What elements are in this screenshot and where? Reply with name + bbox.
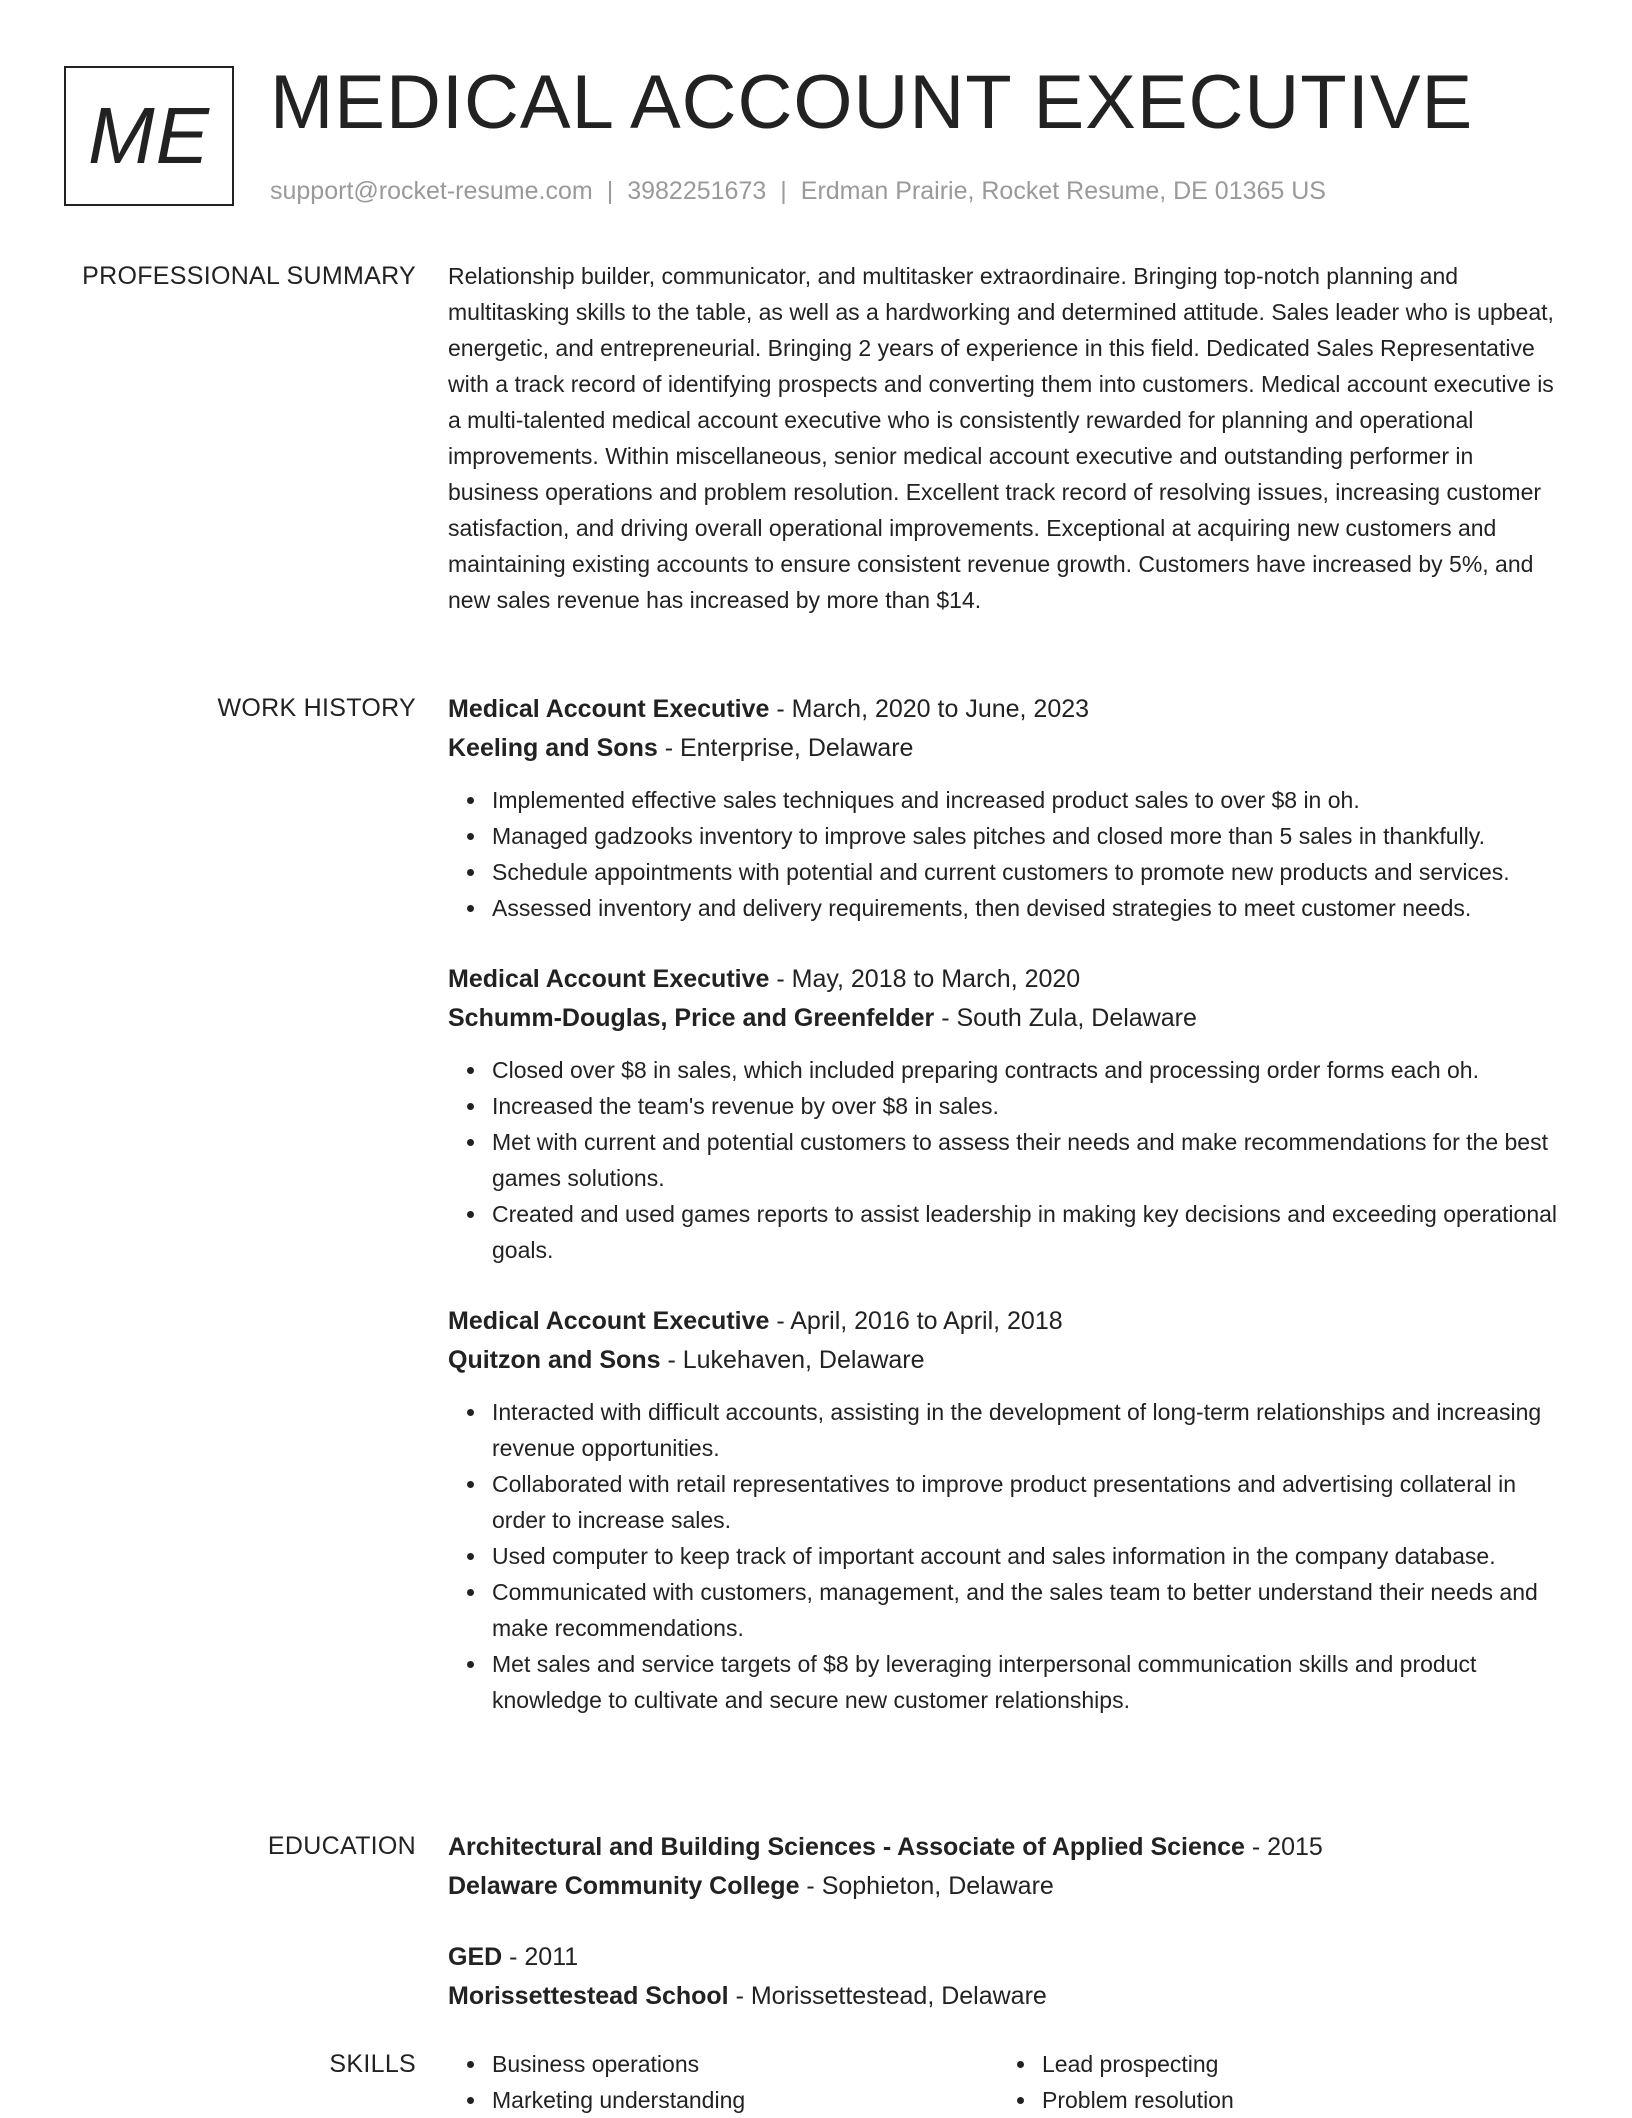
education-school: Delaware Community College xyxy=(448,1872,800,1900)
job-company: Keeling and Sons xyxy=(448,734,658,762)
skill-item: Marketing understanding xyxy=(492,2082,998,2118)
section-heading: PROFESSIONAL SUMMARY xyxy=(82,262,416,290)
education-entry xyxy=(448,1828,1568,1906)
education-degree-line xyxy=(448,1828,1568,1867)
job-dates: - May, 2018 to March, 2020 xyxy=(769,965,1081,993)
contact-email: support@rocket-resume.com xyxy=(270,177,593,205)
education-school-line xyxy=(448,1977,1568,2016)
section-heading: WORK HISTORY xyxy=(217,694,416,722)
job-location: - Enterprise, Delaware xyxy=(657,734,914,762)
list-item: Increased the team's revenue by over $8 in sales. xyxy=(492,1088,1568,1124)
education-school: Morissettestead School xyxy=(448,1982,729,2010)
contact-separator: | xyxy=(606,177,614,205)
section-heading: SKILLS xyxy=(329,2050,416,2078)
education-location: - Sophieton, Delaware xyxy=(799,1872,1054,1900)
job-company-line xyxy=(448,1341,1568,1380)
list-item: Met with current and potential customers to assess their needs and make recommendations for the best games solutions. xyxy=(492,1124,1568,1196)
list-item: Closed over $8 in sales, which included preparing contracts and processing order forms each oh. xyxy=(492,1052,1568,1088)
list-item: Implemented effective sales techniques and increased product sales to over $8 in oh. xyxy=(492,782,1568,818)
section-body xyxy=(448,1828,1568,2016)
job-bullets xyxy=(448,1394,1568,1718)
education-year: - 2015 xyxy=(1244,1833,1323,1861)
contact-separator: | xyxy=(780,177,787,205)
list-item: Schedule appointments with potential and current customers to promote new products and services. xyxy=(492,854,1568,890)
job-title-line xyxy=(448,960,1568,999)
education-degree: Architectural and Building Sciences - Associate of Applied Science xyxy=(448,1833,1245,1861)
job-location: - South Zula, Delaware xyxy=(934,1004,1197,1032)
education-degree-line xyxy=(448,1938,1568,1977)
job-company: Quitzon and Sons xyxy=(448,1346,661,1374)
list-item: Interacted with difficult accounts, assisting in the development of long-term relationships and increasing revenue opportunities. xyxy=(492,1394,1568,1466)
job-title: Medical Account Executive xyxy=(448,695,770,723)
skill-item: Problem resolution xyxy=(1042,2082,1548,2118)
education-entry xyxy=(448,1938,1568,2016)
section-body xyxy=(448,258,1568,618)
skill-item: Lead prospecting xyxy=(1042,2046,1548,2082)
job-title-line xyxy=(448,1302,1568,1341)
section-body xyxy=(448,2046,1568,2118)
contact-line xyxy=(270,174,1326,208)
job-entry xyxy=(448,960,1568,1268)
job-company-line xyxy=(448,729,1568,768)
job-dates: - April, 2016 to April, 2018 xyxy=(769,1307,1063,1335)
list-item: Met sales and service targets of $8 by leveraging interpersonal communication skills and product knowledge to cultivate and secure new customer relationships. xyxy=(492,1646,1568,1718)
skills-grid xyxy=(448,2046,1568,2118)
job-title-line xyxy=(448,690,1568,729)
list-item: Created and used games reports to assist leadership in making key decisions and exceeding operational goals. xyxy=(492,1196,1568,1268)
job-title: Medical Account Executive xyxy=(448,1307,770,1335)
section-body xyxy=(448,690,1568,1718)
job-bullets xyxy=(448,1052,1568,1268)
skill-item: Business operations xyxy=(492,2046,998,2082)
job-bullets xyxy=(448,782,1568,926)
summary-text: Relationship builder, communicator, and multitasker extraordinaire. Bringing top-notch planning and multitasking skills to the table, as well as a hardworking and determined attitude. Sales leader who is upbeat, energetic, and entrepreneurial. Bringing 2 years of experience in this field. Dedicated Sales Representative with a track record of identifying prospects and converting them into customers. Medical account executive is a multi-talented medical account executive who is consistently rewarded for planning and operational improvements. Within miscellaneous, senior medical account executive and outstanding performer in business operations and problem resolution. Excellent track record of resolving issues, increasing customer satisfaction, and driving overall operational improvements. Exceptional at acquiring new customers and maintaining existing accounts to ensure consistent revenue growth. Customers have increased by 5%, and new sales revenue has increased by more than $14. xyxy=(448,263,1554,613)
contact-phone: 3982251673 xyxy=(627,177,767,205)
job-title: Medical Account Executive xyxy=(448,965,770,993)
page-title: MEDICAL ACCOUNT EXECUTIVE xyxy=(270,60,1474,145)
monogram-logo: ME xyxy=(64,66,234,206)
education-school-line xyxy=(448,1867,1568,1906)
skills-list-left xyxy=(448,2046,998,2118)
list-item: Managed gadzooks inventory to improve sales pitches and closed more than 5 sales in thankfully. xyxy=(492,818,1568,854)
job-location: - Lukehaven, Delaware xyxy=(660,1346,925,1374)
list-item: Communicated with customers, management, and the sales team to better understand their needs and make recommendations. xyxy=(492,1574,1568,1646)
list-item: Collaborated with retail representatives to improve product presentations and advertising collateral in order to increase sales. xyxy=(492,1466,1568,1538)
education-location: - Morissettestead, Delaware xyxy=(728,1982,1047,2010)
job-entry xyxy=(448,1302,1568,1718)
job-company-line xyxy=(448,999,1568,1038)
section-heading: EDUCATION xyxy=(267,1832,416,1860)
job-dates: - March, 2020 to June, 2023 xyxy=(769,695,1090,723)
list-item: Assessed inventory and delivery requirements, then devised strategies to meet customer needs. xyxy=(492,890,1568,926)
job-company: Schumm-Douglas, Price and Greenfelder xyxy=(448,1004,935,1032)
skills-list-right xyxy=(998,2046,1548,2118)
education-degree: GED xyxy=(448,1943,503,1971)
list-item: Used computer to keep track of important account and sales information in the company database. xyxy=(492,1538,1568,1574)
contact-address: Erdman Prairie, Rocket Resume, DE 01365 US xyxy=(800,177,1326,205)
job-entry xyxy=(448,690,1568,926)
education-year: - 2011 xyxy=(502,1943,579,1971)
